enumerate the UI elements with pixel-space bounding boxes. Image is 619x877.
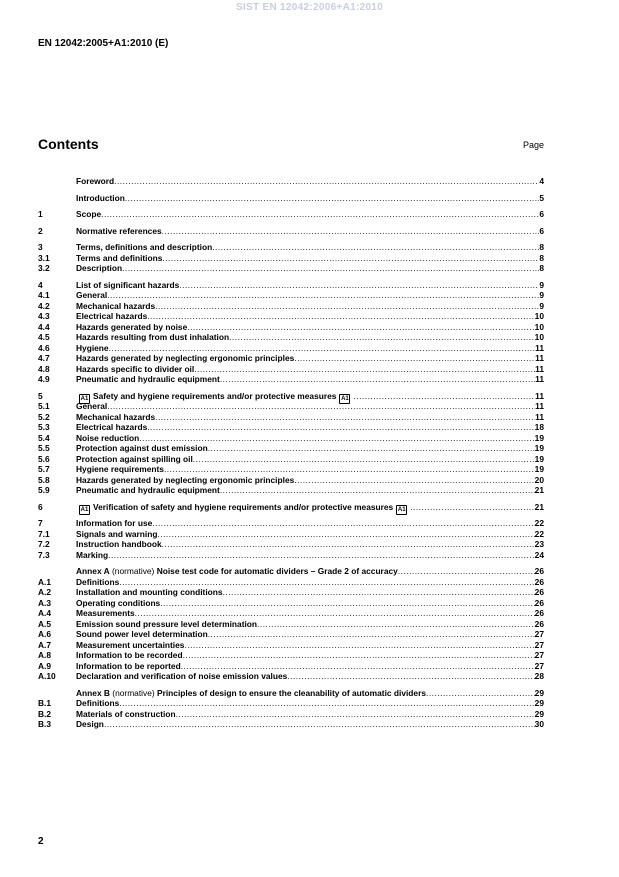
toc-leader-dots bbox=[101, 209, 539, 220]
toc-leader-dots bbox=[208, 629, 535, 640]
toc-leader-dots bbox=[147, 422, 534, 433]
toc-entry-number: 4 bbox=[38, 279, 43, 290]
toc-entry-title bbox=[76, 263, 122, 274]
amendment-start-marker-icon: A1 bbox=[80, 506, 89, 513]
toc-leader-dots bbox=[114, 176, 539, 187]
toc-entry-title-text: Hazards generated by neglecting ergonomic principles bbox=[76, 474, 295, 485]
page-column-label: Page bbox=[522, 140, 544, 150]
toc-entry-title-text: Mechanical hazards bbox=[76, 300, 156, 311]
toc-entry-title-text: Annex B bbox=[76, 687, 110, 698]
toc-entry[interactable] bbox=[38, 364, 544, 375]
toc-entry[interactable] bbox=[38, 698, 544, 709]
toc-entry-title bbox=[76, 412, 155, 423]
toc-leader-dots bbox=[187, 322, 534, 333]
toc-entry-number: A.3 bbox=[38, 597, 52, 608]
toc-entry-number: 4.5 bbox=[38, 332, 50, 342]
toc-entry[interactable] bbox=[38, 290, 544, 301]
toc-leader-dots bbox=[184, 640, 534, 651]
toc-entry[interactable] bbox=[38, 709, 544, 720]
toc-leader-dots bbox=[223, 587, 535, 598]
toc-entry[interactable] bbox=[38, 608, 544, 619]
toc-entry-title-text: Signals and warning bbox=[76, 528, 158, 539]
toc-entry-number: 4.1 bbox=[38, 290, 50, 300]
toc-leader-dots bbox=[119, 577, 534, 588]
toc-entry-number: 5 bbox=[38, 390, 43, 401]
toc-leader-dots bbox=[426, 688, 535, 699]
toc-entry-title-text: List of significant hazards bbox=[76, 279, 180, 290]
toc-entry-number: 7.2 bbox=[38, 539, 50, 549]
toc-entry-page: 19 bbox=[534, 443, 544, 453]
toc-entry[interactable] bbox=[38, 464, 544, 475]
toc-entry[interactable] bbox=[38, 485, 544, 496]
toc-entry[interactable] bbox=[38, 280, 544, 291]
toc-annex-type: (normative) bbox=[109, 687, 157, 698]
toc-entry-title-text: Installation and mounting conditions bbox=[76, 587, 223, 597]
toc-entry-title bbox=[76, 290, 107, 301]
toc-entry-title-text: Pneumatic and hydraulic equipment bbox=[76, 374, 220, 384]
toc-entry-page: 22 bbox=[534, 518, 544, 528]
toc-entry-title-text: Electrical hazards bbox=[76, 311, 148, 321]
toc-entry-page: 19 bbox=[534, 432, 544, 443]
toc-entry[interactable] bbox=[38, 374, 544, 385]
toc-entry-number: 5.5 bbox=[38, 443, 50, 453]
toc-entry-page: 4 bbox=[539, 176, 544, 186]
toc-entry[interactable] bbox=[38, 176, 544, 187]
toc-entry-title bbox=[76, 301, 155, 312]
toc-entry[interactable] bbox=[38, 650, 544, 661]
toc-entry-title-text: Definitions bbox=[76, 698, 120, 708]
toc-leader-dots bbox=[107, 401, 535, 412]
toc-entry-page: 6 bbox=[539, 225, 544, 236]
toc-entry-page: 27 bbox=[534, 650, 544, 660]
toc-entry-title-text: General bbox=[76, 401, 108, 411]
toc-entry-number: 5.2 bbox=[38, 411, 50, 422]
toc-leader-dots bbox=[108, 550, 535, 561]
toc-entry-title-text: Pneumatic and hydraulic equipment bbox=[76, 485, 220, 495]
toc-leader-dots bbox=[155, 301, 539, 312]
toc-entry-page: 11 bbox=[535, 353, 544, 363]
toc-entry-title bbox=[76, 629, 208, 640]
toc-entry-page: 26 bbox=[534, 576, 544, 587]
toc-entry-title bbox=[76, 454, 193, 465]
toc-entry-title bbox=[76, 661, 181, 672]
toc-entry-title-text: Marking bbox=[76, 549, 109, 560]
toc-entry-number: B.2 bbox=[38, 708, 52, 719]
toc-entry[interactable] bbox=[38, 640, 544, 651]
toc-entry-title bbox=[76, 422, 147, 433]
toc-entry-page: 11 bbox=[535, 390, 544, 401]
toc-entry-number: 7.1 bbox=[38, 528, 50, 539]
toc-entry-title bbox=[76, 176, 114, 187]
toc-entry-title-text: Declaration and verification of noise emission values bbox=[76, 671, 288, 681]
toc-entry-page: 19 bbox=[534, 464, 544, 474]
toc-entry-title bbox=[76, 433, 139, 444]
toc-entry-number: 4.7 bbox=[38, 353, 50, 363]
toc-entry-title bbox=[76, 226, 162, 237]
toc-entry-number: 4.3 bbox=[38, 311, 50, 321]
toc-leader-dots bbox=[107, 290, 539, 301]
toc-entry-page: 9 bbox=[539, 279, 544, 290]
toc-entry-title-text: Measurements bbox=[76, 608, 135, 618]
toc-leader-dots bbox=[164, 464, 535, 475]
toc-entry-title-text: Normative references bbox=[76, 225, 162, 236]
toc-entry-title-text: Safety and hygiene requirements and/or protective measures bbox=[93, 390, 337, 401]
toc-entry[interactable] bbox=[38, 598, 544, 609]
toc-entry[interactable] bbox=[38, 343, 544, 354]
toc-entry-title-text: Information to be reported bbox=[76, 660, 181, 671]
toc-entry-page: 10 bbox=[534, 311, 544, 321]
toc-entry-page: 6 bbox=[539, 209, 544, 219]
toc-entry-title-text: Sound power level determination bbox=[76, 629, 208, 639]
toc-entry-title-text: Definitions bbox=[76, 576, 120, 587]
toc-leader-dots bbox=[162, 253, 539, 264]
toc-entry-number: 4.9 bbox=[38, 374, 50, 384]
toc-entry-title bbox=[76, 353, 294, 364]
toc-entry[interactable] bbox=[38, 475, 544, 486]
toc-entry-title-text: Scope bbox=[76, 209, 102, 219]
toc-entry-title-text: Terms and definitions bbox=[76, 252, 163, 263]
toc-entry-title bbox=[76, 587, 223, 598]
toc-entry[interactable] bbox=[38, 587, 544, 598]
toc-entry[interactable] bbox=[38, 332, 544, 343]
toc-entry-title bbox=[76, 598, 160, 609]
toc-entry-title-text: Noise reduction bbox=[76, 432, 140, 443]
toc-entry-title bbox=[76, 577, 119, 588]
toc-entry-number: 5.4 bbox=[38, 432, 50, 443]
toc-entry-title bbox=[76, 709, 176, 720]
toc-entry-number: A.10 bbox=[38, 671, 56, 681]
toc-entry[interactable] bbox=[38, 550, 544, 561]
toc-entry[interactable] bbox=[38, 209, 544, 220]
toc-entry-page: 10 bbox=[534, 321, 544, 332]
toc-entry-title-text: Introduction bbox=[76, 192, 125, 203]
toc-entry[interactable] bbox=[38, 719, 544, 730]
toc-entry[interactable] bbox=[38, 566, 544, 577]
toc-leader-dots bbox=[122, 263, 539, 274]
toc-entry-title-text: Hazards generated by neglecting ergonomic principles bbox=[76, 353, 295, 363]
toc-entry-title bbox=[76, 311, 147, 322]
toc-entry-title-text: Design bbox=[76, 719, 104, 729]
toc-leader-dots bbox=[294, 475, 534, 486]
toc-leader-dots bbox=[257, 619, 535, 630]
toc-entry-page: 5 bbox=[539, 192, 544, 203]
toc-annex-type: (normative) bbox=[109, 566, 157, 576]
toc-entry-number: B.1 bbox=[38, 698, 52, 708]
toc-entry-title bbox=[76, 332, 229, 343]
toc-entry-page: 8 bbox=[539, 263, 544, 273]
toc-entry-title bbox=[76, 475, 294, 486]
toc-entry-title bbox=[76, 374, 220, 385]
toc-entry[interactable] bbox=[38, 401, 544, 412]
toc-entry-number: 3 bbox=[38, 242, 43, 252]
toc-entry-number: 3.1 bbox=[38, 252, 50, 263]
toc-leader-dots bbox=[135, 608, 535, 619]
toc-entry[interactable] bbox=[38, 263, 544, 274]
amendment-end-marker-icon: A1 bbox=[397, 506, 406, 513]
toc-leader-dots bbox=[220, 485, 535, 496]
toc-leader-dots bbox=[410, 502, 534, 513]
toc-entry-number: 4.2 bbox=[38, 300, 50, 311]
toc-entry-page: 26 bbox=[534, 566, 544, 576]
toc-entry-title bbox=[76, 280, 179, 291]
toc-entry-page: 11 bbox=[535, 401, 544, 411]
toc-leader-dots bbox=[193, 454, 535, 465]
toc-entry-number: 3.2 bbox=[38, 263, 50, 273]
toc-entry[interactable] bbox=[38, 322, 544, 333]
amendment-start-marker-icon: A1 bbox=[80, 395, 89, 402]
toc-entry-title bbox=[76, 671, 287, 682]
toc-entry-page: 21 bbox=[534, 501, 544, 512]
toc-entry-page: 26 bbox=[534, 608, 544, 618]
toc-entry-title-text: Hygiene bbox=[76, 342, 109, 353]
toc-entry-title-text: Mechanical hazards bbox=[76, 411, 156, 422]
toc-leader-dots bbox=[287, 671, 534, 682]
toc-entry-number: A.5 bbox=[38, 618, 52, 629]
toc-entry-number: 5.7 bbox=[38, 464, 50, 474]
toc-entry-title bbox=[76, 650, 183, 661]
toc-entry-title-text: Hygiene requirements bbox=[76, 464, 164, 474]
toc-entry-title-text: Measurement uncertainties bbox=[76, 639, 185, 650]
toc-entry-title bbox=[76, 518, 152, 529]
toc-entry-title bbox=[76, 539, 162, 550]
toc-entry-page: 27 bbox=[534, 639, 544, 650]
toc-entry[interactable] bbox=[38, 412, 544, 423]
toc-entry[interactable] bbox=[38, 353, 544, 364]
table-of-contents bbox=[38, 176, 544, 730]
document-id: EN 12042:2005+A1:2010 (E) bbox=[38, 38, 169, 49]
toc-entry-page: 10 bbox=[534, 332, 544, 342]
toc-entry-title-text: General bbox=[76, 290, 108, 300]
toc-entry-title bbox=[76, 322, 187, 333]
toc-entry[interactable] bbox=[38, 577, 544, 588]
toc-entry-page: 26 bbox=[534, 597, 544, 608]
toc-leader-dots bbox=[162, 539, 535, 550]
toc-entry-page: 11 bbox=[535, 363, 544, 374]
toc-annex-title: Noise test code for automatic dividers – Grade 2 of accuracy bbox=[156, 566, 398, 576]
toc-leader-dots bbox=[353, 391, 535, 402]
toc-entry-title-text: Foreword bbox=[76, 176, 115, 186]
toc-leader-dots bbox=[139, 433, 534, 444]
toc-entry-number: 5.9 bbox=[38, 485, 50, 495]
toc-entry-title-text: Annex A bbox=[76, 566, 110, 576]
toc-entry-title-text: Hazards resulting from dust inhalation bbox=[76, 332, 230, 342]
toc-entry-number: 2 bbox=[38, 225, 43, 236]
toc-entry-title-text: Description bbox=[76, 263, 123, 273]
toc-entry-page: 21 bbox=[534, 485, 544, 495]
toc-entry-title bbox=[76, 566, 398, 577]
toc-entry-page: 11 bbox=[535, 342, 544, 353]
toc-entry[interactable] bbox=[38, 311, 544, 322]
contents-title: Contents bbox=[38, 136, 99, 152]
toc-entry-page: 8 bbox=[539, 242, 544, 252]
watermark: SIST EN 12042:2006+A1:2010 bbox=[235, 2, 384, 13]
toc-entry[interactable] bbox=[38, 502, 544, 513]
toc-entry-title bbox=[76, 698, 119, 709]
toc-leader-dots bbox=[229, 332, 535, 343]
toc-entry-number: 5.6 bbox=[38, 453, 50, 464]
toc-entry[interactable] bbox=[38, 454, 544, 465]
toc-entry[interactable] bbox=[38, 391, 544, 402]
toc-entry-number: 7 bbox=[38, 518, 43, 528]
toc-leader-dots bbox=[220, 374, 535, 385]
toc-entry[interactable] bbox=[38, 422, 544, 433]
toc-entry-number: A.6 bbox=[38, 629, 52, 639]
toc-entry[interactable] bbox=[38, 193, 544, 204]
toc-leader-dots bbox=[152, 518, 534, 529]
toc-entry-page: 22 bbox=[534, 528, 544, 539]
toc-leader-dots bbox=[119, 698, 534, 709]
toc-entry[interactable] bbox=[38, 433, 544, 444]
toc-entry-number: 1 bbox=[38, 209, 43, 219]
toc-entry[interactable] bbox=[38, 688, 544, 699]
toc-entry-title bbox=[76, 529, 157, 540]
toc-entry[interactable] bbox=[38, 518, 544, 529]
toc-entry-page: 9 bbox=[539, 300, 544, 311]
toc-entry-page: 27 bbox=[534, 629, 544, 639]
toc-entry-title bbox=[76, 253, 162, 264]
toc-leader-dots bbox=[155, 412, 535, 423]
toc-entry-title-text: Information for use bbox=[76, 518, 153, 528]
toc-entry[interactable] bbox=[38, 671, 544, 682]
toc-entry-number: A.2 bbox=[38, 587, 52, 597]
toc-entry-page: 20 bbox=[534, 474, 544, 485]
toc-entry-title-text: Protection against spilling oil bbox=[76, 453, 193, 464]
toc-entry[interactable] bbox=[38, 226, 544, 237]
toc-entry-page: 24 bbox=[534, 549, 544, 560]
toc-entry-title-text: Emission sound pressure level determination bbox=[76, 618, 258, 629]
toc-entry-number: 5.3 bbox=[38, 422, 50, 432]
toc-entry-title bbox=[76, 464, 164, 475]
toc-entry-title-text: Terms, definitions and description bbox=[76, 242, 213, 252]
toc-leader-dots bbox=[294, 353, 535, 364]
toc-entry-title bbox=[76, 364, 194, 375]
toc-leader-dots bbox=[104, 719, 535, 730]
toc-entry-title-text: Verification of safety and hygiene requirements and/or protective measures bbox=[93, 501, 394, 512]
toc-entry-title bbox=[76, 343, 109, 354]
toc-entry-page: 30 bbox=[534, 719, 544, 729]
toc-entry[interactable] bbox=[38, 529, 544, 540]
toc-entry-page: 9 bbox=[539, 290, 544, 300]
toc-entry-number: 4.8 bbox=[38, 363, 50, 374]
toc-leader-dots bbox=[147, 311, 534, 322]
toc-entry-number: 4.4 bbox=[38, 321, 50, 332]
toc-entry-page: 8 bbox=[539, 252, 544, 263]
toc-entry-page: 28 bbox=[534, 671, 544, 681]
toc-leader-dots bbox=[109, 343, 536, 354]
toc-entry-page: 11 bbox=[535, 411, 544, 422]
toc-entry-title bbox=[76, 619, 257, 630]
toc-leader-dots bbox=[162, 226, 540, 237]
toc-entry-title bbox=[76, 688, 426, 699]
toc-entry-title bbox=[76, 242, 212, 253]
toc-leader-dots bbox=[398, 566, 535, 577]
toc-entry-title bbox=[76, 640, 184, 651]
toc-entry-number: 4.6 bbox=[38, 342, 50, 353]
toc-entry-number: 6 bbox=[38, 501, 43, 512]
toc-leader-dots bbox=[181, 661, 535, 672]
amendment-end-marker-icon: A1 bbox=[341, 395, 349, 402]
toc-entry-page: 23 bbox=[534, 539, 544, 549]
toc-entry-title bbox=[76, 719, 104, 730]
toc-entry-title bbox=[76, 401, 107, 412]
toc-leader-dots bbox=[125, 193, 539, 204]
toc-entry-title bbox=[76, 193, 125, 204]
toc-entry-title-text: Materials of construction bbox=[76, 708, 176, 719]
toc-entry-title-text: Hazards generated by noise bbox=[76, 321, 188, 332]
toc-entry-number: A.4 bbox=[38, 608, 52, 618]
toc-entry-number: B.3 bbox=[38, 719, 52, 729]
toc-entry-number: A.9 bbox=[38, 660, 52, 671]
toc-entry[interactable] bbox=[38, 661, 544, 672]
toc-entry[interactable] bbox=[38, 539, 544, 550]
toc-entry[interactable] bbox=[38, 443, 544, 454]
toc-entry-number: A.8 bbox=[38, 650, 52, 660]
toc-leader-dots bbox=[160, 598, 534, 609]
toc-entry-page: 18 bbox=[534, 422, 544, 432]
toc-annex-title: Principles of design to ensure the cleanability of automatic dividers bbox=[157, 687, 426, 698]
toc-entry-title-text: Instruction handbook bbox=[76, 539, 162, 549]
toc-leader-dots bbox=[208, 443, 535, 454]
toc-entry[interactable] bbox=[38, 253, 544, 264]
toc-entry-title-text: Operating conditions bbox=[76, 597, 161, 608]
toc-entry[interactable] bbox=[38, 619, 544, 630]
toc-leader-dots bbox=[183, 650, 535, 661]
toc-entry-title bbox=[76, 608, 135, 619]
toc-entry-page: 19 bbox=[534, 453, 544, 464]
toc-leader-dots bbox=[194, 364, 535, 375]
toc-entry[interactable] bbox=[38, 242, 544, 253]
toc-leader-dots bbox=[179, 280, 539, 291]
toc-leader-dots bbox=[212, 242, 539, 253]
toc-entry-number: A.7 bbox=[38, 639, 52, 650]
toc-entry-page: 27 bbox=[534, 660, 544, 671]
toc-entry-title-text: Information to be recorded bbox=[76, 650, 183, 660]
toc-entry-number: 5.8 bbox=[38, 474, 50, 485]
toc-entry-title bbox=[76, 502, 410, 515]
toc-entry-number: 5.1 bbox=[38, 401, 50, 411]
toc-entry-title-text: Protection against dust emission bbox=[76, 443, 208, 453]
toc-entry-title bbox=[76, 485, 220, 496]
toc-entry[interactable] bbox=[38, 301, 544, 312]
toc-entry-title-text: Electrical hazards bbox=[76, 422, 148, 432]
toc-entry-page: 29 bbox=[534, 708, 544, 719]
page-number: 2 bbox=[38, 836, 44, 847]
toc-entry-title-text: Hazards specific to divider oil bbox=[76, 363, 195, 374]
toc-entry-page: 26 bbox=[534, 618, 544, 629]
toc-entry-title bbox=[76, 443, 208, 454]
toc-entry[interactable] bbox=[38, 629, 544, 640]
toc-entry-number: 7.3 bbox=[38, 549, 50, 560]
toc-entry-number: A.1 bbox=[38, 576, 52, 587]
toc-entry-page: 26 bbox=[534, 587, 544, 597]
toc-entry-title bbox=[76, 209, 101, 220]
toc-leader-dots bbox=[157, 529, 534, 540]
toc-entry-title bbox=[76, 550, 108, 561]
toc-entry-page: 11 bbox=[535, 374, 544, 384]
toc-leader-dots bbox=[176, 709, 535, 720]
toc-entry-page: 29 bbox=[534, 687, 544, 698]
toc-entry-page: 29 bbox=[534, 698, 544, 708]
